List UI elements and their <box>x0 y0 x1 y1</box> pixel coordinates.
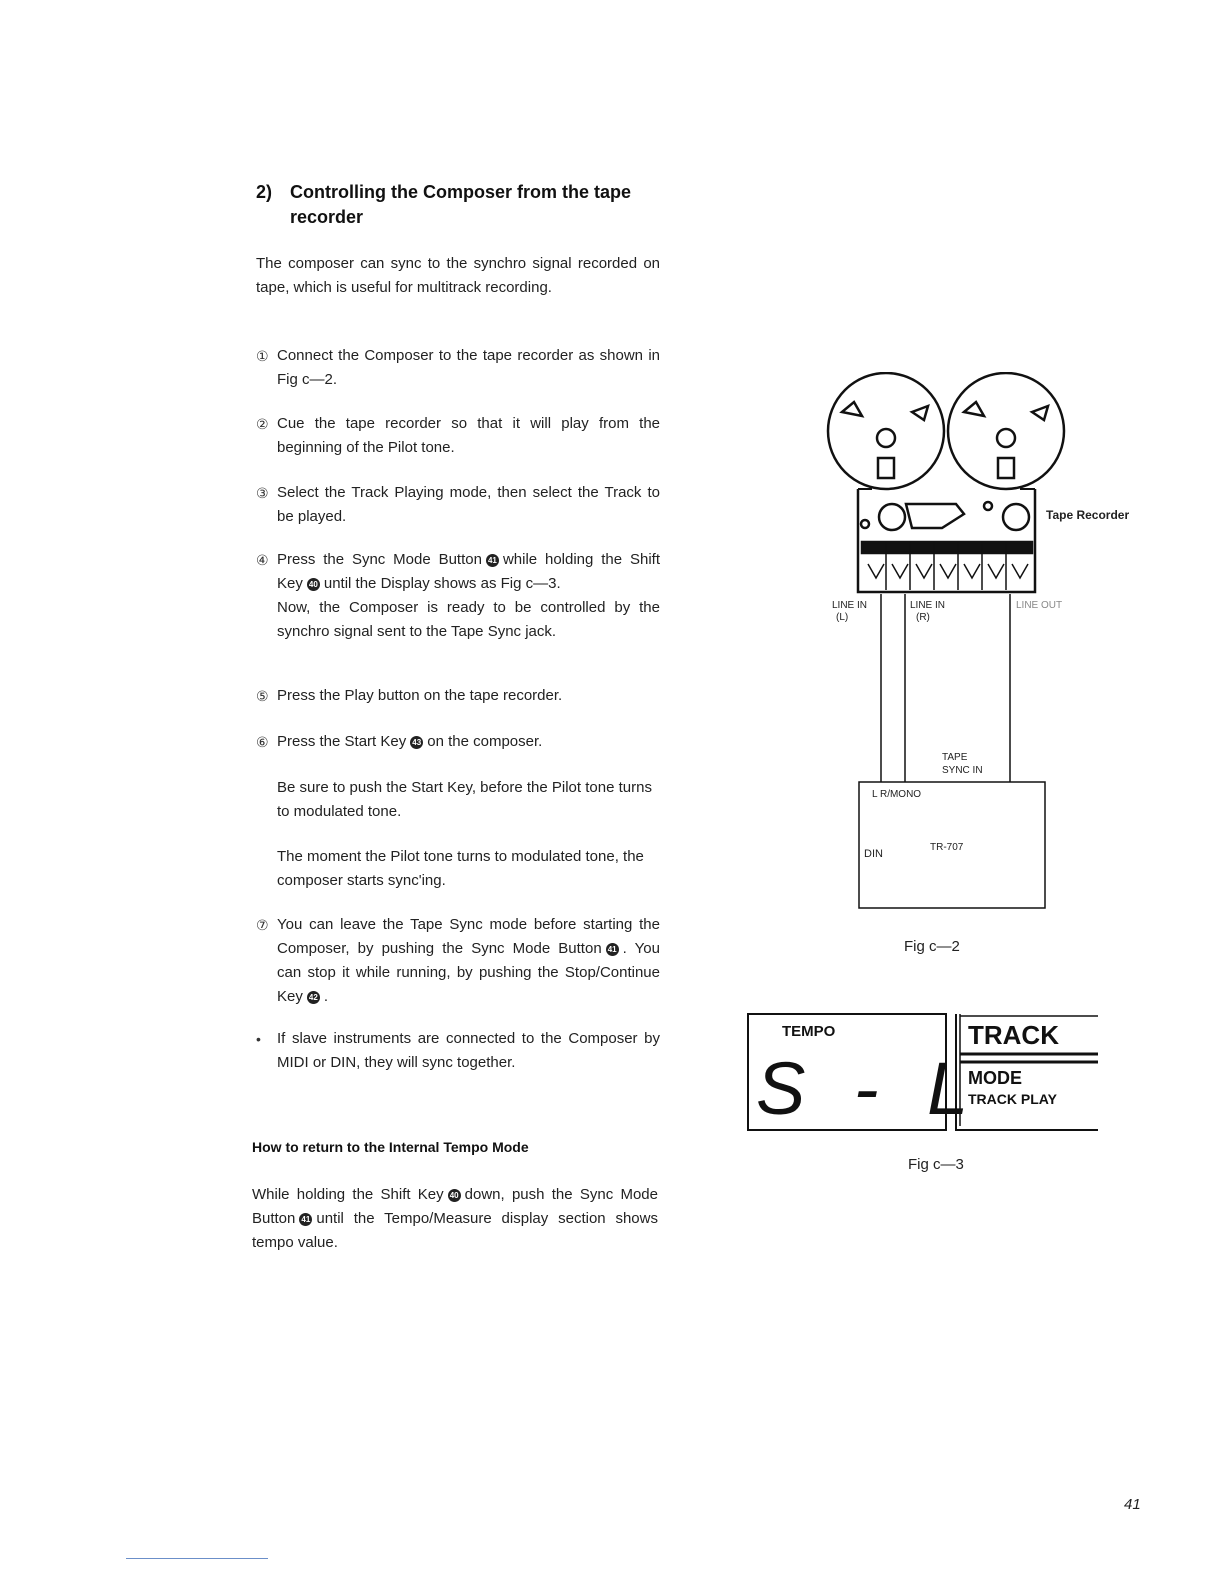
fig-c2-diagram <box>820 372 1160 922</box>
step-4-text <box>277 548 660 644</box>
track-label: TRACK <box>968 1020 1059 1050</box>
step-4-text-c: until the Display shows as Fig c—3. <box>323 575 561 592</box>
line-in-l-sub-label: (L) <box>836 612 849 623</box>
step-2-marker: ② <box>256 416 269 432</box>
tape-recorder-label: Tape Recorder <box>1046 508 1130 522</box>
step-3-marker: ③ <box>256 485 269 501</box>
shift-key-ref: 40 <box>307 578 320 591</box>
mode-label: MODE <box>968 1068 1022 1088</box>
step-4-text-b: while holding the Shift Key <box>277 551 660 592</box>
section-title-line1: Controlling the Composer from the tape <box>290 182 632 202</box>
section-heading <box>256 180 676 230</box>
tape-sync-label-1: TAPE <box>942 752 968 763</box>
step-5-marker: ⑤ <box>256 688 269 704</box>
bullet-marker: • <box>256 1031 261 1047</box>
mode-value: TRACK PLAY <box>968 1091 1057 1107</box>
page-number: 41 <box>1124 1496 1141 1513</box>
section-number: 2) <box>256 182 273 202</box>
step-6-note: Be sure to push the Start Key, before the Pilot tone turns to modulated tone. <box>277 779 652 820</box>
sync-mode-button-ref-3: 41 <box>299 1213 312 1226</box>
line-in-r-label: LINE IN <box>910 600 946 611</box>
stop-continue-key-ref: 42 <box>307 991 320 1004</box>
step-7-text-c: . <box>323 988 329 1005</box>
sync-mode-button-ref-2: 41 <box>606 943 619 956</box>
step-7-marker: ⑦ <box>256 917 269 933</box>
step-6-text-a: Press the Start Key <box>277 733 407 750</box>
return-text-b: down, push the Sync Mode Button <box>252 1186 658 1227</box>
right-reel-icon <box>948 373 1064 489</box>
step-5 <box>256 684 660 708</box>
step-7 <box>256 913 660 1009</box>
fig-c3-display <box>746 1012 1102 1136</box>
step-4-note: Now, the Composer is ready to be controlled by the synchro signal sent to the Tape Sync jack. <box>277 599 660 640</box>
step-1-marker: ① <box>256 348 269 364</box>
step-1 <box>256 344 660 392</box>
step-3-text: Select the Track Playing mode, then select the Track to be played. <box>277 484 660 525</box>
step-2 <box>256 412 660 460</box>
intro-paragraph: The composer can sync to the synchro signal recorded on tape, which is useful for multitrack recording. <box>256 255 660 296</box>
sync-mode-button-ref: 41 <box>486 554 499 567</box>
section-title-line2: recorder <box>290 207 364 227</box>
line-out-label: LINE OUT <box>1016 600 1063 611</box>
din-label: DIN <box>864 848 883 860</box>
mono-label: L R/MONO <box>872 789 922 800</box>
start-key-ref: 43 <box>410 736 423 749</box>
step-6 <box>256 730 660 754</box>
step-6-marker: ⑥ <box>256 734 269 750</box>
step-3 <box>256 481 660 529</box>
step-6-text-b: on the composer. <box>427 733 543 750</box>
bullet-text: If slave instruments are connected to the Composer by MIDI or DIN, they will sync together. <box>277 1030 660 1071</box>
step-4 <box>256 548 660 644</box>
step-4-marker: ④ <box>256 552 269 568</box>
step-7-text-b: . You can stop it while running, by pushing the Stop/Continue Key <box>277 940 660 1005</box>
fig-c3-caption: Fig c—3 <box>908 1156 964 1173</box>
lcd-readout: S - L <box>756 1047 983 1130</box>
step-2-text: Cue the tape recorder so that it will play from the beginning of the Pilot tone. <box>277 415 660 456</box>
step-7-text <box>277 913 660 1009</box>
return-text-c: until the Tempo/Measure display section shows tempo value. <box>252 1210 658 1251</box>
step-4-text-a: Press the Sync Mode Button <box>277 551 482 568</box>
step-7-text-a: You can leave the Tape Sync mode before starting the Composer, by pushing the Sync Mode Button <box>277 916 660 957</box>
line-in-r-sub-label: (R) <box>916 612 930 623</box>
fig-c2-caption: Fig c—2 <box>904 938 960 955</box>
tempo-label: TEMPO <box>782 1023 836 1040</box>
line-in-l-label: LINE IN <box>832 600 868 611</box>
return-text-a: While holding the Shift Key <box>252 1186 444 1203</box>
shift-key-ref-2: 40 <box>448 1189 461 1202</box>
return-section-title: How to return to the Internal Tempo Mode <box>252 1139 529 1155</box>
tape-sync-label-2: SYNC IN <box>942 765 983 776</box>
left-reel-icon <box>828 373 944 489</box>
step-6-text <box>277 730 660 754</box>
footer-rule <box>126 1558 268 1559</box>
step-1-text: Connect the Composer to the tape recorder as shown in Fig c—2. <box>277 347 660 388</box>
step-5-text: Press the Play button on the tape recorder. <box>277 687 563 704</box>
return-section-text <box>252 1183 658 1255</box>
step-6-note2: The moment the Pilot tone turns to modulated tone, the composer starts sync'ing. <box>277 848 644 889</box>
model-label: TR-707 <box>930 842 964 853</box>
bullet-note <box>256 1027 660 1075</box>
